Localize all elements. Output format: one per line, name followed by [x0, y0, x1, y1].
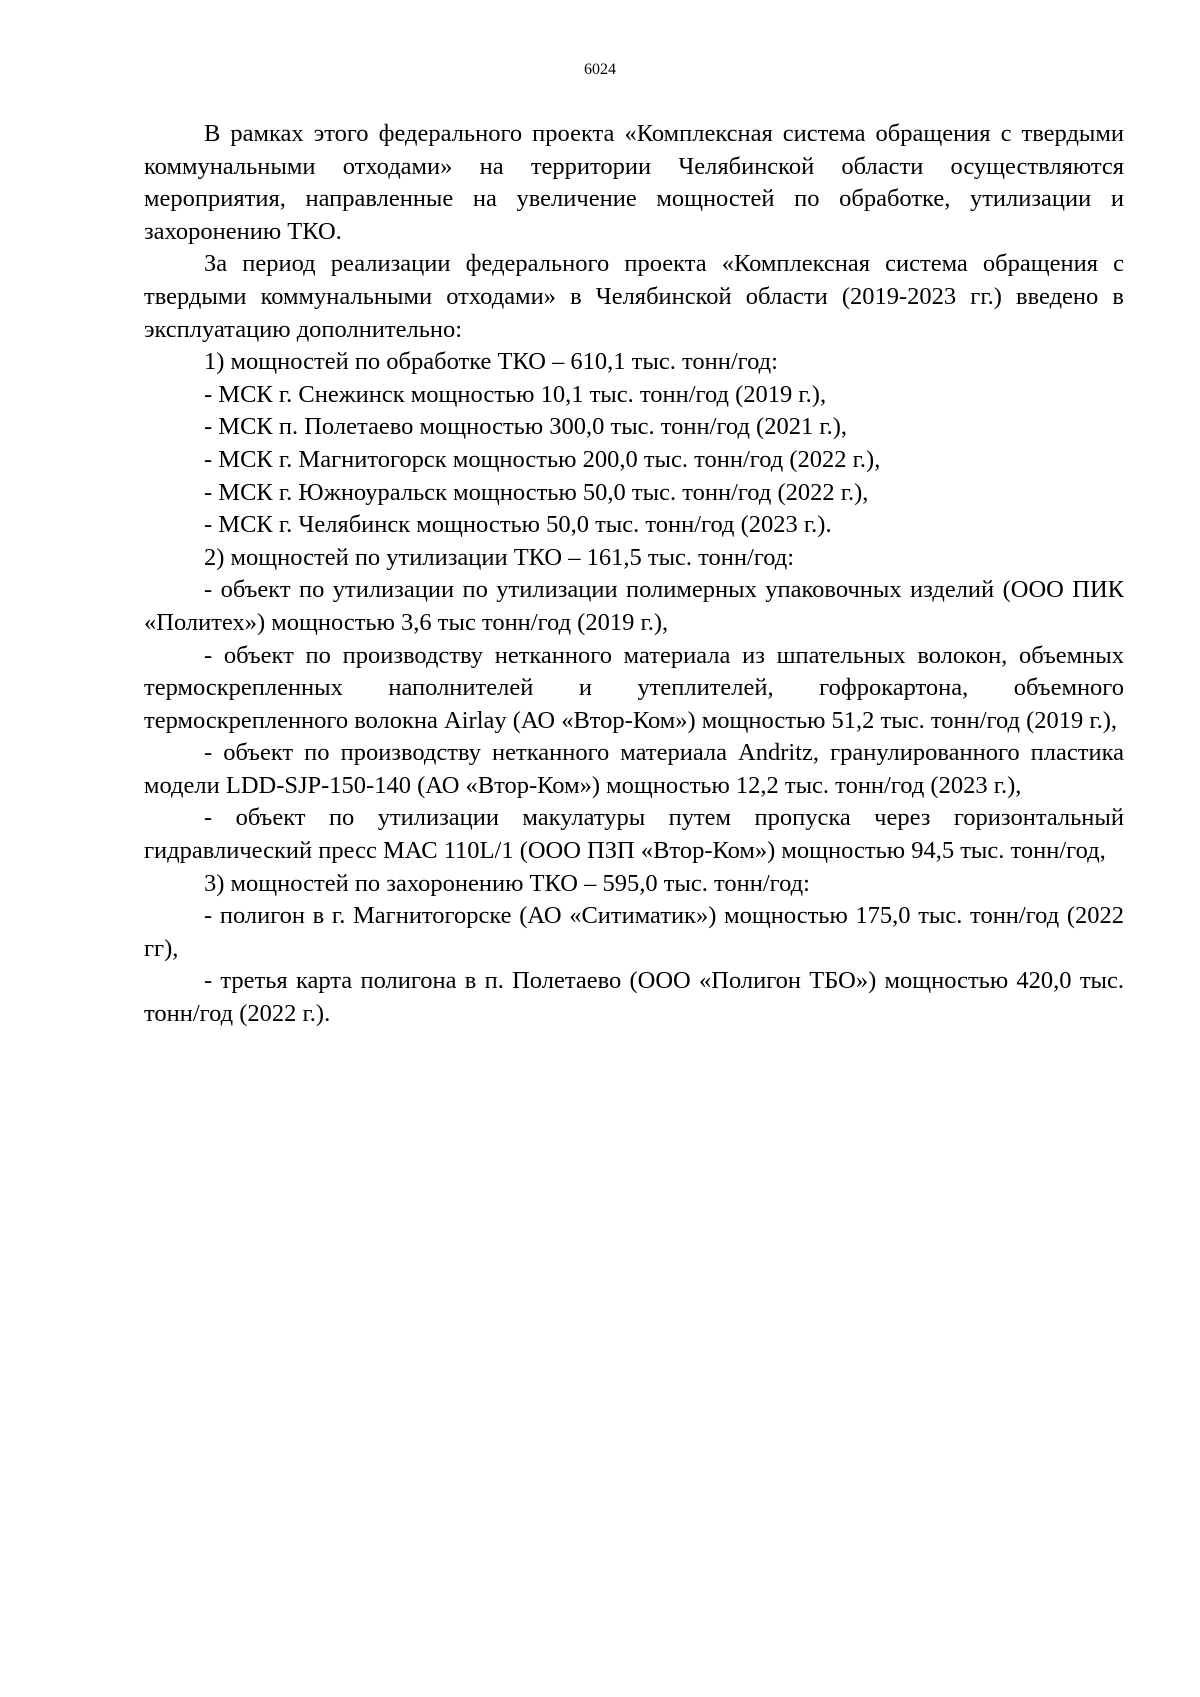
list-item: - полигон в г. Магнитогорске (АО «Ситиматик») мощностью 175,0 тыс. тонн/год (2022 гг), — [144, 902, 1124, 962]
paragraph-intro: В рамках этого федерального проекта «Комплексная система обращения с твердыми коммунальными отходами» на территории Челябинской области осуществляются мероприятия, направленные на увеличение мощностей по обработке, утилизации и захоронению ТКО. — [144, 120, 1124, 245]
list-item: - МСК г. Снежинск мощностью 10,1 тыс. тонн/год (2019 г.), — [204, 380, 827, 408]
list-heading-utilization: 2) мощностей по утилизации ТКО – 161,5 тыс. тонн/год: — [204, 543, 795, 571]
list-item: - МСК п. Полетаево мощностью 300,0 тыс. тонн/год (2021 г.), — [204, 413, 848, 441]
list-item: - МСК г. Магнитогорск мощностью 200,0 тыс. тонн/год (2022 г.), — [204, 445, 881, 473]
list-item: - объект по утилизации макулатуры путем пропуска через горизонтальный гидравлический пресс МАС 110L/1 (ООО ПЗП «Втор-Ком») мощностью 94,5 тыс. тонн/год, — [144, 804, 1124, 865]
page-number: 6024 — [584, 61, 616, 78]
list-heading-processing: 1) мощностей по обработке ТКО – 610,1 тыс. тонн/год: — [204, 348, 778, 376]
document-body — [144, 118, 1124, 1031]
list-item: - третья карта полигона в п. Полетаево (ООО «Полигон ТБО») мощностью 420,0 тыс. тонн/год (2022 г.). — [144, 967, 1124, 1028]
list-item: - МСК г. Южноуральск мощностью 50,0 тыс. тонн/год (2022 г.), — [204, 478, 869, 506]
list-item: - МСК г. Челябинск мощностью 50,0 тыс. тонн/год (2023 г.). — [204, 511, 832, 539]
list-item: - объект по производству нетканного материала Andritz, гранулированного пластика модели LDD-SJP-150-140 (АО «Втор-Ком») мощностью 12,2 тыс. тонн/год (2023 г.), — [144, 739, 1124, 799]
paragraph-summary: За период реализации федерального проекта «Комплексная система обращения с твердыми коммунальными отходами» в Челябинской области (2019-2023 гг.) введено в эксплуатацию дополнительно: — [144, 250, 1124, 343]
list-item: - объект по производству нетканного материала из шпательных волокон, объемных термоскрепленных наполнителей и утеплителей, гофрокартона, объемного термоскрепленного волокна Airlay (АО «Втор-Ком») мощностью 51,2 тыс. тонн/год (2019 г.), — [144, 641, 1124, 734]
list-item: - объект по утилизации по утилизации полимерных упаковочных изделий (ООО ПИК «Политех») мощностью 3,6 тыс тонн/год (2019 г.), — [144, 576, 1124, 636]
list-heading-disposal: 3) мощностей по захоронению ТКО – 595,0 тыс. тонн/год: — [204, 869, 810, 897]
